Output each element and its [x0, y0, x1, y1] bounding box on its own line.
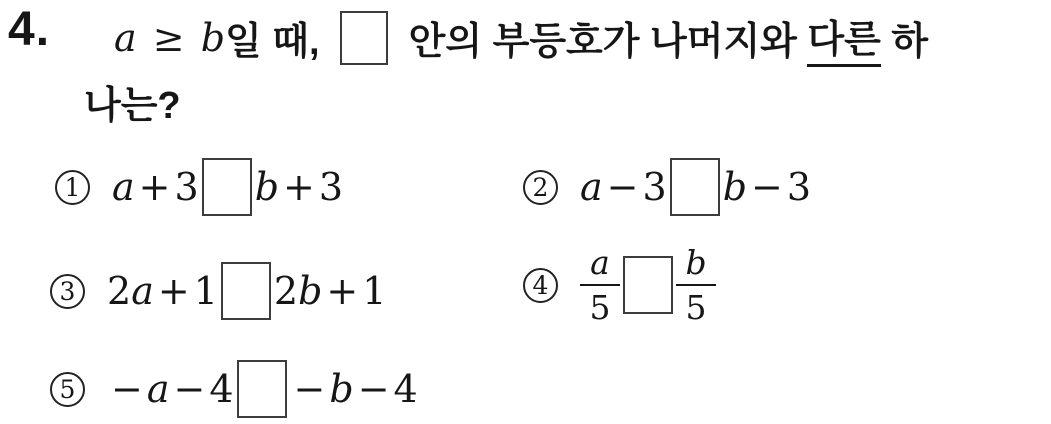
answer-box-option-3 — [221, 262, 271, 320]
option-4-left-denominator: 5 — [589, 288, 611, 327]
option-3-expression — [107, 262, 386, 320]
premise-math: a ≥ b — [114, 15, 226, 60]
option-4-left-fraction — [580, 243, 620, 327]
question-text-line2: 나는? — [84, 85, 181, 127]
fraction-bar — [580, 284, 620, 286]
fraction-bar — [676, 284, 716, 286]
option-1-right-expression: b + 3 — [254, 165, 344, 209]
option-1-expression — [112, 158, 343, 216]
answer-box-option-2 — [670, 158, 720, 216]
option-4-expression — [580, 243, 716, 327]
option-4-right-numerator: b — [685, 243, 707, 282]
option-3 — [50, 262, 386, 320]
option-2-right-expression: b − 3 — [722, 165, 812, 209]
option-3-right-expression: 2 b + 1 — [273, 269, 387, 313]
question-text-after-box: 안의 부등호가 나머지와 — [398, 21, 808, 63]
option-3-circled-number: 3 — [50, 274, 85, 309]
option-3-left-expression: 2 a + 1 — [107, 269, 218, 313]
option-4-left-numerator: a — [590, 243, 610, 282]
answer-box-option-5 — [237, 360, 287, 418]
answer-box-option-1 — [202, 158, 252, 216]
answer-box-option-4 — [623, 256, 673, 314]
option-1 — [55, 158, 343, 216]
question-text-after-math: 일 때, — [225, 21, 331, 63]
option-4 — [523, 243, 716, 327]
question-text-line1 — [114, 8, 928, 67]
option-2-circled-number: 2 — [523, 170, 558, 205]
option-1-left-expression: a + 3 — [112, 165, 199, 209]
option-4-right-denominator: 5 — [685, 288, 707, 327]
question-text-tail: 하 — [880, 21, 929, 63]
option-5-right-expression: − b − 4 — [293, 367, 418, 411]
option-5 — [50, 360, 418, 418]
option-4-circled-number: 4 — [523, 268, 558, 303]
option-1-circled-number: 1 — [55, 170, 90, 205]
option-2-left-expression: a − 3 — [580, 165, 667, 209]
answer-box-question — [340, 11, 388, 65]
question-number: 4. — [8, 3, 51, 56]
question-underlined-word: 다른 — [807, 8, 880, 67]
option-5-expression — [107, 360, 418, 418]
option-2-expression — [580, 158, 811, 216]
option-2 — [523, 158, 811, 216]
option-5-circled-number: 5 — [50, 372, 85, 407]
option-4-right-fraction — [676, 243, 716, 327]
option-5-left-expression: − a − 4 — [111, 367, 234, 411]
